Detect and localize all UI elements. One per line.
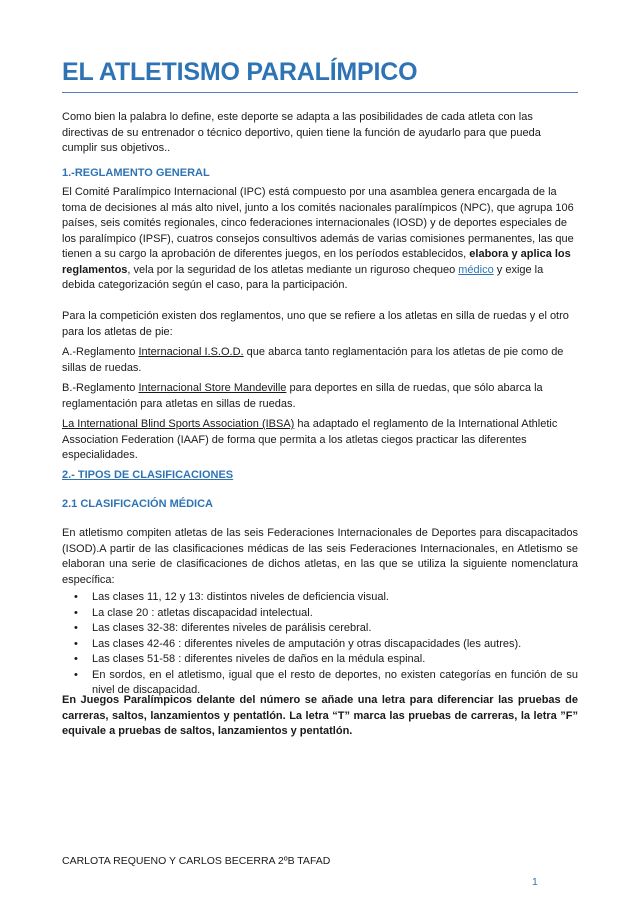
rule-a-text: que abarca tanto reglamentación para los atletas de pie como de sillas de ruedas. [62, 346, 564, 374]
ipc-text: El Comité Paralímpico Internacional (IPC) está compuesto por una asamblea genera encargada de la toma de decisiones al más alto nivel, junto a los comités nacionales paralímpicos (NPC), que agrupa 106 países, seis comités regionales, cinco federaciones internacionales (IOSD) y de deportes especiales de los paralímpico (IPSF), cuatros consejos consultivos además de varias comisiones permanentes, las que tienen a su cargo la aprobación de diferentes juegos, en los períodos establecidos, [62, 186, 574, 260]
bullet-icon: • [74, 637, 78, 650]
classification-list [62, 590, 578, 699]
section-1-paragraph-ipc [62, 185, 578, 294]
bullet-icon: • [74, 653, 78, 665]
bullet-icon: • [74, 606, 78, 619]
rule-a-prefix: A.-Reglamento [62, 346, 139, 358]
footer-authors: CARLOTA REQUENO Y CARLOS BECERRA 2ºB TAFAD [62, 855, 331, 867]
bullet-icon: • [74, 668, 78, 681]
ipc-bold-text: elabora y aplica los reglamentos [62, 248, 571, 276]
rule-b-paragraph [62, 381, 578, 412]
section-2-heading: 2.- TIPOS DE CLASIFICACIONES [62, 469, 234, 481]
section-2-paragraph: En atletismo compiten atletas de las seis Federaciones Internacionales de Deportes para discapacitados (ISOD).A partir de las clasificaciones médicas de las seis Federaciones Internacionales, en Atletismo se elaboran una serie de clasificaciones de dichos atletas, en las que se utiliza la siguiente nomenclatura específica: [62, 527, 578, 586]
rule-a-underlined: Internacional I.S.O.D. [138, 346, 244, 358]
list-item-text: Las clases 42-46 : diferentes niveles de amputación y otras discapacidades (les autres). [92, 637, 522, 650]
ibsa-underlined: La International Blind Sports Association (IBSA) [62, 418, 295, 430]
ipc-text-2: , vela por la seguridad de los atletas mediante un riguroso chequeo [127, 263, 459, 276]
list-item-text: En sordos, en el atletismo, igual que el resto de deportes, no existen categorías en función de su nivel de discapacidad. [92, 668, 578, 696]
section-1-paragraph-two-rules: Para la competición existen dos reglamentos, uno que se refiere a los atletas en silla de ruedas y el otro para los atletas de pie: [62, 310, 569, 338]
section-2-1-heading: 2.1 CLASIFICACIÓN MÉDICA [62, 498, 213, 510]
list-item [62, 637, 578, 653]
list-item-text: La clase 20 : atletas discapacidad intelectual. [92, 606, 313, 619]
rule-b-prefix: B.-Reglamento [62, 382, 139, 394]
closing-paragraph: En Juegos Paralímpicos delante del número se añade una letra para diferenciar las pruebas de carreras, saltos, lanzamientos y pentatlón. La letra “T” marca las pruebas de carreras, la letra ”F” equivale a pruebas de saltos, lanzamientos y pentatlón. [62, 694, 578, 737]
document-title: EL ATLETISMO PARALÍMPICO [62, 58, 418, 86]
list-item [62, 590, 578, 606]
bullet-icon: • [74, 591, 78, 603]
ibsa-paragraph [62, 417, 578, 464]
section-1-heading: 1.-REGLAMENTO GENERAL [62, 167, 210, 179]
rule-a-paragraph [62, 345, 578, 376]
ipc-text-3: y exige la debida categorización según el caso, para la participación. [62, 263, 544, 291]
title-underline [62, 92, 578, 93]
rule-b-underlined: Internacional Store Mandeville [138, 382, 287, 394]
bullet-icon: • [74, 622, 78, 634]
page-number: 1 [532, 876, 538, 888]
list-item-text: Las clases 51-58 : diferentes niveles de daños en la médula espinal. [92, 653, 426, 665]
list-item-text: Las clases 11, 12 y 13: distintos niveles de deficiencia visual. [92, 591, 389, 603]
medico-link[interactable]: médico [458, 263, 494, 276]
list-item [62, 621, 578, 637]
intro-paragraph: Como bien la palabra lo define, este deporte se adapta a las posibilidades de cada atleta con las directivas de su entrenador o técnico deportivo, quien tiene la función de ayudarlo para que pueda cumplir sus objetivos.. [62, 111, 541, 154]
rule-b-text: para deportes en silla de ruedas, que sólo abarca la reglamentación para atletas en sillas de ruedas. [62, 382, 543, 410]
ibsa-text: ha adaptado el reglamento de la International Athletic Association Federation (IAAF) de forma que permita a los atletas ciegos practicar las diferentes especialidades. [62, 418, 558, 461]
list-item-text: Las clases 32-38: diferentes niveles de parálisis cerebral. [92, 622, 372, 634]
list-item [62, 606, 578, 622]
list-item [62, 652, 578, 668]
